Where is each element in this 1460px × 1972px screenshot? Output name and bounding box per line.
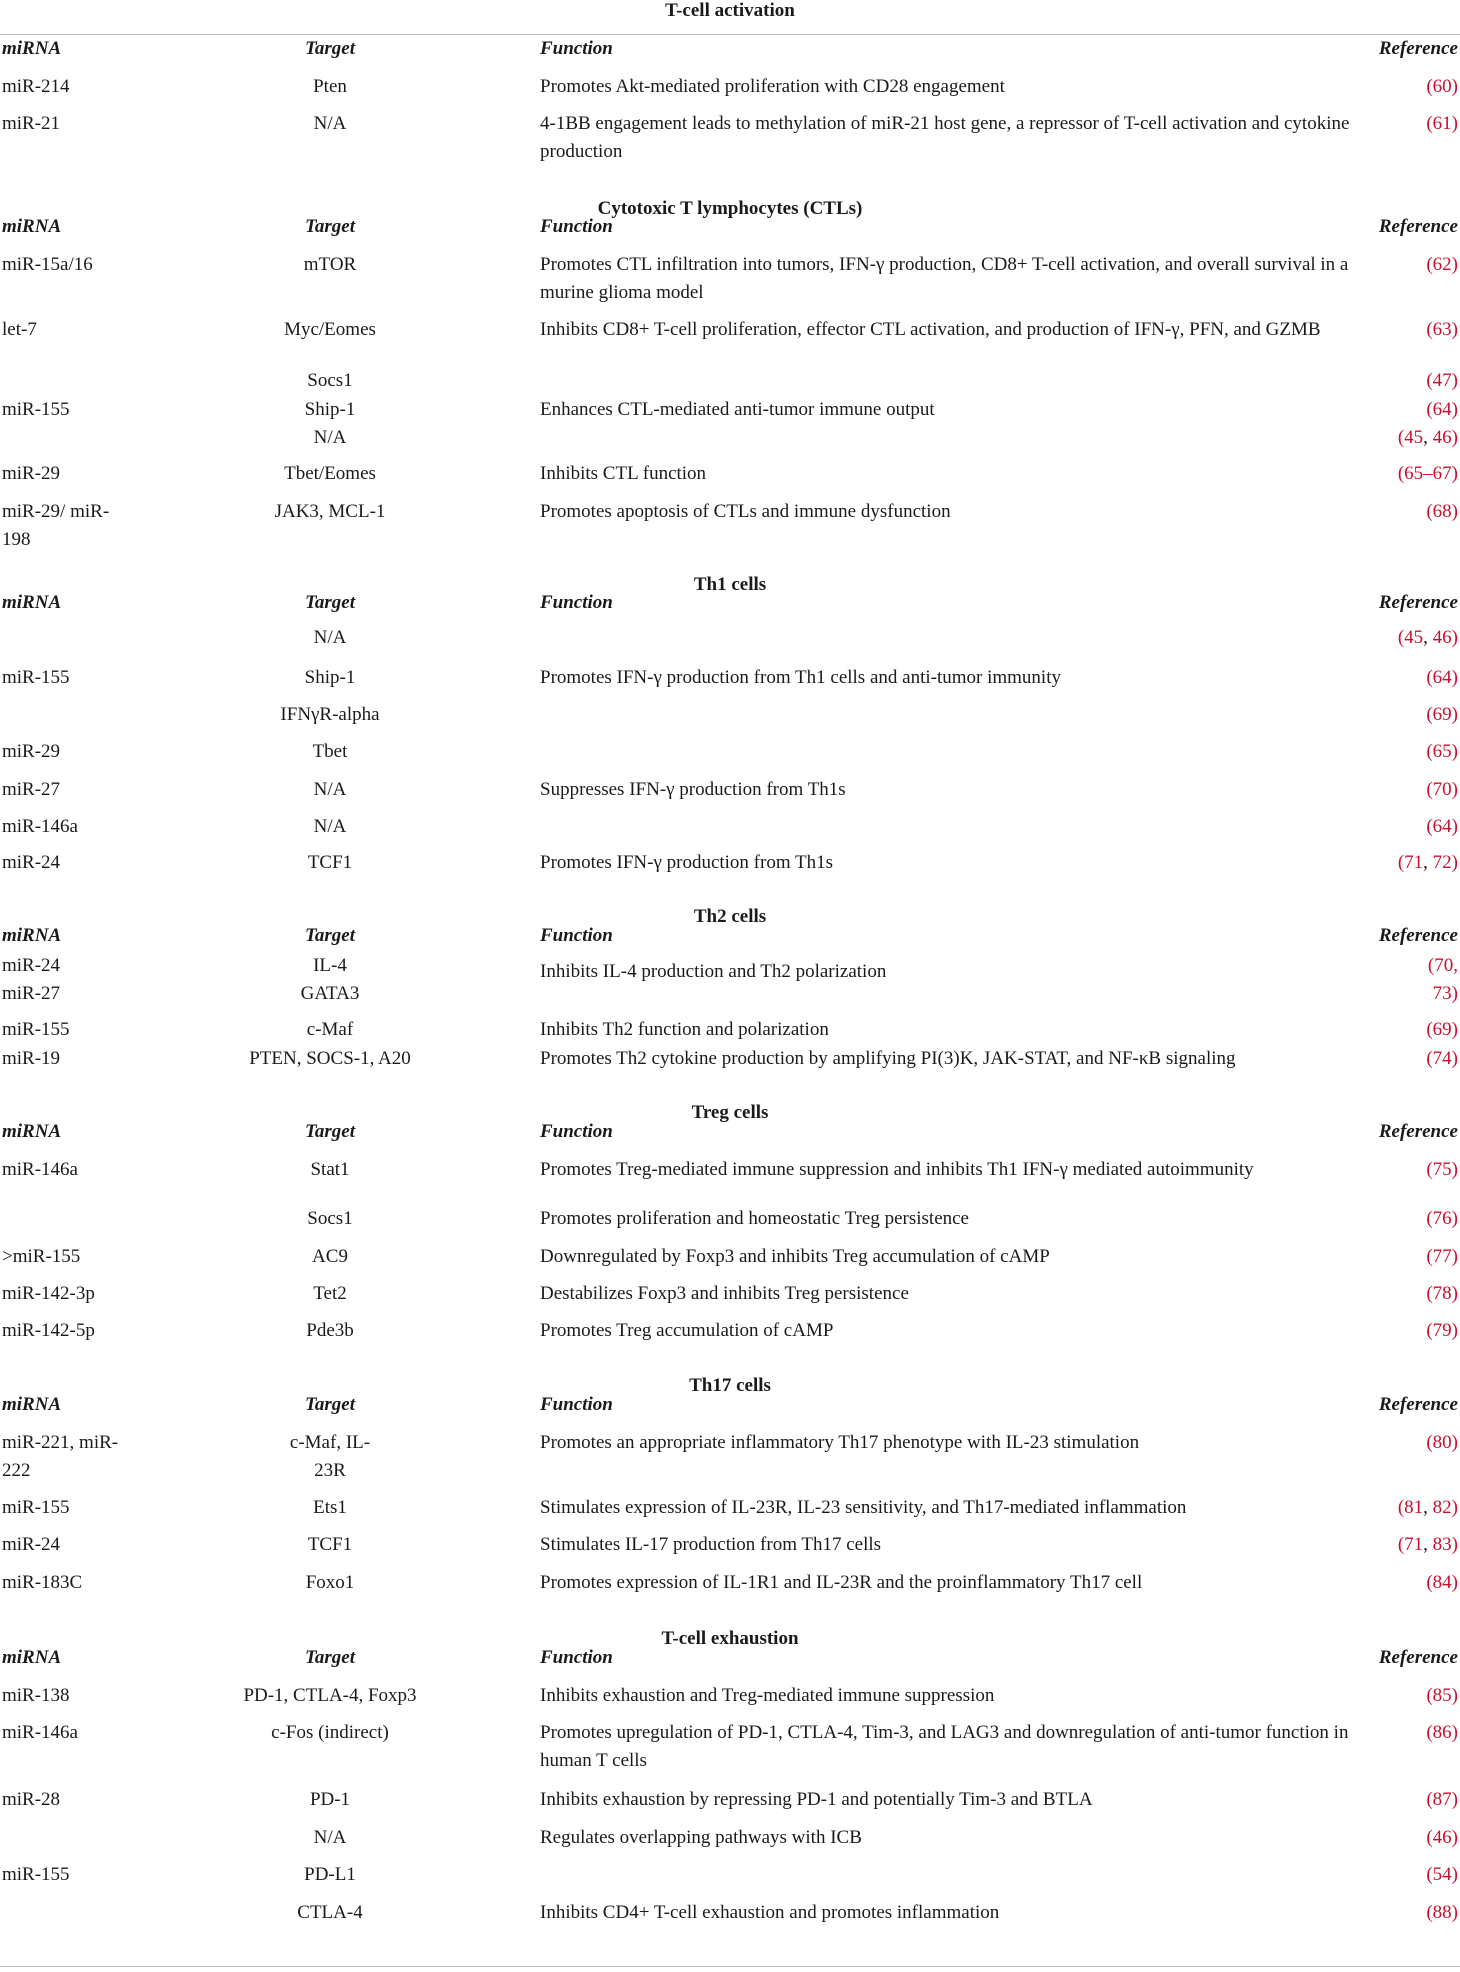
reference-cell [1338, 1786, 1458, 1814]
mirna-cell: miR-146a [2, 816, 78, 837]
reference-cell [1338, 1494, 1458, 1522]
target-cell: Ets1 [313, 1497, 347, 1518]
target-cell: Tbet [312, 741, 348, 762]
function-cell: Inhibits CD4+ T-cell exhaustion and promotes inflammation [540, 1902, 1000, 1923]
ref-paren: ) [1451, 741, 1458, 762]
mirna-cell: >miR-155 [2, 1246, 81, 1267]
header-function: Function [540, 38, 613, 59]
ref-paren: ( [1426, 1320, 1433, 1341]
function-cell: Promotes CTL infiltration into tumors, IFN-γ production, CD8+ T-cell activation, and overall survival in a murine glioma model [540, 254, 1349, 303]
reference-cell [1338, 498, 1458, 526]
ref-paren: ) [1451, 1208, 1458, 1229]
reference-link[interactable]: 83 [1432, 1534, 1452, 1555]
target-cell: Foxo1 [305, 1572, 355, 1593]
reference-cell [1338, 1719, 1458, 1747]
target-cell: Pten [313, 76, 347, 97]
ref-separator: , [1423, 1497, 1433, 1518]
ref-paren: ) [1451, 370, 1458, 391]
reference-cell [1338, 849, 1458, 877]
ref-paren: ( [1426, 704, 1433, 725]
mirna-cell: miR-21 [2, 113, 61, 134]
target-cell: N/A [313, 113, 347, 134]
mirna-cell: miR-29 [2, 463, 61, 484]
target-cell: mTOR [303, 254, 357, 275]
reference-link[interactable]: 77 [1432, 1246, 1452, 1267]
ref-paren: ) [1451, 1283, 1458, 1304]
target-cell: PD-L1 [304, 1864, 356, 1885]
header-function: Function [540, 216, 613, 237]
reference-cell [1338, 1045, 1458, 1073]
reference-cell [1338, 460, 1458, 488]
section-title: Th1 cells [693, 574, 767, 595]
reference-link[interactable]: 46 [1432, 627, 1452, 648]
ref-paren: ( [1426, 1432, 1433, 1453]
ref-paren: ) [1451, 501, 1458, 522]
target-cell: Socs1 [307, 1208, 353, 1229]
target-cell: N/A [313, 427, 347, 448]
top-rule [0, 34, 1460, 35]
ref-paren: ( [1427, 955, 1435, 976]
function-cell: Inhibits exhaustion by repressing PD-1 and potentially Tim-3 and BTLA [540, 1789, 1093, 1810]
reference-link[interactable]: 46 [1432, 427, 1452, 448]
reference-cell [1338, 776, 1458, 804]
function-cell: Promotes an appropriate inflammatory Th17 phenotype with IL-23 stimulation [540, 1432, 1140, 1453]
header-mirna: miRNA [2, 216, 62, 237]
ref-paren: ( [1397, 463, 1405, 484]
reference-link[interactable]: 76 [1432, 1208, 1452, 1229]
function-cell: Promotes upregulation of PD-1, CTLA-4, Tim-3, and LAG3 and downregulation of anti-tumor function in human T cells [540, 1722, 1349, 1771]
reference-cell [1338, 1317, 1458, 1345]
reference-cell [1338, 664, 1458, 692]
ref-separator: , [1423, 1534, 1433, 1555]
reference-link[interactable]: 81 [1404, 1497, 1424, 1518]
header-target: Target [305, 1394, 355, 1415]
ref-paren: ( [1426, 1685, 1433, 1706]
function-cell: Promotes Treg-mediated immune suppression and inhibits Th1 IFN-γ mediated autoimmunity [540, 1159, 1254, 1180]
ref-paren: ( [1426, 113, 1433, 134]
mirna-cell: miR-146a [2, 1722, 78, 1743]
header-mirna: miRNA [2, 38, 62, 59]
reference-link[interactable]: 47 [1432, 370, 1452, 391]
target-cell: Pde3b [306, 1320, 354, 1341]
function-cell: Stimulates expression of IL-23R, IL-23 sensitivity, and Th17-mediated inflammation [540, 1497, 1187, 1518]
target-cell: Stat1 [310, 1159, 350, 1180]
reference-cell [1338, 624, 1458, 652]
mirna-cell: miR-214 [2, 76, 70, 97]
reference-link[interactable]: 85 [1432, 1685, 1452, 1706]
reference-link[interactable]: 64 [1432, 816, 1452, 837]
reference-link[interactable]: 60 [1432, 76, 1452, 97]
ref-paren: ( [1426, 1827, 1433, 1848]
ref-paren: ( [1426, 741, 1433, 762]
reference-link[interactable]: 62 [1432, 254, 1452, 275]
ref-paren: ) [1451, 1789, 1458, 1810]
header-reference: Reference [1378, 38, 1458, 59]
reference-link[interactable]: 72 [1432, 852, 1452, 873]
target-cell: Myc/Eomes [284, 319, 376, 340]
target-cell: AC9 [312, 1246, 348, 1267]
reference-cell [1338, 952, 1458, 1008]
target-cell: N/A [313, 1827, 347, 1848]
reference-link[interactable]: 65 [1432, 741, 1452, 762]
target-cell: c-Maf, IL-23R [289, 1432, 371, 1481]
ref-paren: ( [1426, 370, 1433, 391]
target-cell: IFNγR-alpha [280, 704, 380, 725]
reference-link[interactable]: 69 [1432, 704, 1452, 725]
reference-link[interactable]: 64 [1432, 399, 1452, 420]
header-mirna: miRNA [2, 592, 62, 613]
ref-paren: ( [1426, 501, 1433, 522]
function-cell: Promotes Akt-mediated proliferation with CD28 engagement [540, 76, 1005, 97]
reference-link[interactable]: 45 [1404, 427, 1424, 448]
mirna-cell: miR-27 [2, 779, 61, 800]
header-function: Function [540, 925, 613, 946]
mirna-cell: miR-27 [2, 983, 61, 1004]
reference-cell [1338, 316, 1458, 344]
reference-cell [1338, 1531, 1458, 1559]
header-function: Function [540, 1394, 613, 1415]
ref-paren: ) [1451, 1864, 1458, 1885]
reference-link[interactable]: 88 [1432, 1902, 1452, 1923]
ref-paren: ( [1426, 399, 1433, 420]
header-target: Target [305, 216, 355, 237]
reference-link[interactable]: 70 [1432, 779, 1452, 800]
reference-line [1338, 980, 1458, 1008]
function-cell: Promotes expression of IL-1R1 and IL-23R and the proinflammatory Th17 cell [540, 1572, 1143, 1593]
ref-paren: ) [1451, 1534, 1458, 1555]
ref-paren: ) [1451, 1572, 1458, 1593]
mirna-cell: miR-29/ miR-198 [2, 501, 110, 550]
reference-cell [1338, 813, 1458, 841]
mirna-cell: miR-24 [2, 955, 61, 976]
target-cell: CTLA-4 [297, 1902, 363, 1923]
reference-cell [1338, 1016, 1458, 1044]
mirna-cell: miR-24 [2, 1534, 61, 1555]
reference-link[interactable]: 84 [1432, 1572, 1452, 1593]
target-cell: PD-1 [309, 1789, 351, 1810]
target-cell: PD-1, CTLA-4, Foxp3 [243, 1685, 417, 1706]
ref-paren: ) [1451, 76, 1458, 97]
reference-cell [1338, 396, 1458, 424]
reference-cell [1338, 1682, 1458, 1710]
ref-paren: ) [1451, 113, 1458, 134]
target-cell: Tet2 [313, 1283, 347, 1304]
ref-paren: ( [1426, 1902, 1433, 1923]
function-cell: Promotes IFN-γ production from Th1s [540, 852, 834, 873]
reference-link[interactable]: 78 [1432, 1283, 1452, 1304]
mirna-cell: miR-142-5p [2, 1320, 95, 1341]
mirna-cell: miR-146a [2, 1159, 78, 1180]
bottom-rule [0, 1966, 1460, 1967]
ref-paren: ) [1451, 1902, 1458, 1923]
ref-paren: ) [1451, 627, 1458, 648]
ref-paren: ( [1426, 1789, 1433, 1810]
header-reference: Reference [1378, 1121, 1458, 1142]
reference-link[interactable]: 87 [1432, 1789, 1452, 1810]
ref-paren: ) [1451, 1497, 1458, 1518]
section-title: Treg cells [691, 1102, 769, 1123]
reference-cell [1338, 738, 1458, 766]
ref-paren: ( [1426, 1208, 1433, 1229]
ref-paren: ( [1426, 779, 1433, 800]
reference-link[interactable]: 75 [1432, 1159, 1452, 1180]
reference-cell [1338, 1280, 1458, 1308]
function-cell: Stimulates IL-17 production from Th17 cells [540, 1534, 882, 1555]
function-cell: Regulates overlapping pathways with ICB [540, 1827, 862, 1848]
ref-paren: ( [1426, 254, 1433, 275]
ref-paren: ) [1451, 983, 1458, 1004]
target-cell: TCF1 [307, 852, 353, 873]
reference-cell [1338, 73, 1458, 101]
reference-link[interactable]: 61 [1432, 113, 1452, 134]
header-function: Function [540, 1121, 613, 1142]
function-cell: Enhances CTL-mediated anti-tumor immune output [540, 399, 935, 420]
reference-link[interactable]: 54 [1432, 1864, 1452, 1885]
ref-paren: ( [1426, 319, 1433, 340]
mirna-cell: let-7 [2, 319, 37, 340]
mirna-cell: miR-155 [2, 1019, 70, 1040]
section-title: Th17 cells [689, 1375, 771, 1396]
target-cell: IL-4 [313, 955, 347, 976]
header-reference: Reference [1378, 1647, 1458, 1668]
function-cell: Promotes IFN-γ production from Th1 cells and anti-tumor immunity [540, 667, 1061, 688]
target-cell: JAK3, MCL-1 [274, 501, 386, 522]
header-mirna: miRNA [2, 1647, 62, 1668]
target-cell: PTEN, SOCS-1, A20 [249, 1048, 411, 1069]
function-cell: Promotes apoptosis of CTLs and immune dysfunction [540, 501, 951, 522]
reference-link[interactable]: 71 [1404, 852, 1424, 873]
function-cell: Inhibits exhaustion and Treg-mediated immune suppression [540, 1685, 995, 1706]
ref-paren: ) [1451, 667, 1458, 688]
ref-paren: ( [1426, 1722, 1433, 1743]
ref-paren: ( [1426, 1019, 1433, 1040]
target-cell: GATA3 [300, 983, 360, 1004]
ref-paren: ( [1426, 667, 1433, 688]
reference-link[interactable]: 86 [1432, 1722, 1452, 1743]
target-cell: c-Fos (indirect) [271, 1722, 389, 1743]
header-reference: Reference [1378, 592, 1458, 613]
header-target: Target [305, 38, 355, 59]
reference-link[interactable]: 69 [1432, 1019, 1452, 1040]
ref-paren: ) [1451, 704, 1458, 725]
mirna-cell: miR-138 [2, 1685, 70, 1706]
mirna-cell: miR-155 [2, 1497, 70, 1518]
header-reference: Reference [1378, 1394, 1458, 1415]
function-cell: Promotes Th2 cytokine production by amplifying PI(3)K, JAK-STAT, and NF-κB signaling [540, 1048, 1236, 1069]
section-title: Th2 cells [693, 906, 767, 927]
reference-link[interactable]: 46 [1432, 1827, 1452, 1848]
reference-cell [1338, 367, 1458, 395]
section-title: T-cell exhaustion [661, 1628, 799, 1649]
ref-paren: ( [1426, 76, 1433, 97]
section-title: Cytotoxic T lymphocytes (CTLs) [597, 198, 863, 219]
mirna-cell: miR-155 [2, 667, 70, 688]
header-reference: Reference [1378, 925, 1458, 946]
ref-paren: ( [1426, 1283, 1433, 1304]
target-cell: N/A [313, 816, 347, 837]
ref-paren: ) [1451, 1827, 1458, 1848]
reference-cell [1338, 1824, 1458, 1852]
header-target: Target [305, 1121, 355, 1142]
mirna-cell: miR-155 [2, 1864, 70, 1885]
header-mirna: miRNA [2, 1121, 62, 1142]
ref-paren: ) [1451, 1048, 1458, 1069]
function-cell: Promotes proliferation and homeostatic Treg persistence [540, 1208, 969, 1229]
ref-paren: ( [1426, 1864, 1433, 1885]
ref-paren: ) [1451, 1246, 1458, 1267]
reference-link[interactable]: 45 [1404, 627, 1424, 648]
reference-cell [1338, 701, 1458, 729]
mirna-cell: miR-221, miR-222 [2, 1432, 119, 1481]
header-target: Target [305, 925, 355, 946]
ref-paren: ) [1451, 1159, 1458, 1180]
mirna-cell: miR-28 [2, 1789, 61, 1810]
reference-link[interactable]: 70, [1434, 955, 1458, 976]
reference-link[interactable]: 63 [1432, 319, 1452, 340]
function-cell: Downregulated by Foxp3 and inhibits Treg accumulation of cAMP [540, 1246, 1050, 1267]
ref-paren: ) [1451, 254, 1458, 275]
function-cell: Inhibits IL-4 production and Th2 polarization [540, 961, 887, 982]
mirna-cell: miR-183C [2, 1572, 83, 1593]
function-cell: Inhibits Th2 function and polarization [540, 1019, 829, 1040]
target-cell: Socs1 [307, 370, 353, 391]
ref-paren: ( [1426, 1246, 1433, 1267]
ref-paren: ( [1426, 1048, 1433, 1069]
reference-link[interactable]: 71 [1404, 1534, 1424, 1555]
ref-paren: ) [1451, 1722, 1458, 1743]
ref-paren: ( [1426, 816, 1433, 837]
function-cell: Destabilizes Foxp3 and inhibits Treg persistence [540, 1283, 909, 1304]
header-mirna: miRNA [2, 1394, 62, 1415]
reference-cell [1338, 1899, 1458, 1927]
function-cell: 4-1BB engagement leads to methylation of miR-21 host gene, a repressor of T-cell activation and cytokine production [540, 113, 1350, 162]
ref-paren: ( [1397, 627, 1405, 648]
reference-link[interactable]: 68 [1432, 501, 1452, 522]
mirna-cell: miR-155 [2, 399, 70, 420]
reference-cell [1338, 1243, 1458, 1271]
reference-link[interactable]: 73 [1432, 983, 1452, 1004]
target-cell: Ship-1 [304, 399, 356, 420]
ref-paren: ) [1451, 399, 1458, 420]
function-cell: Inhibits CTL function [540, 463, 707, 484]
reference-link[interactable]: 80 [1432, 1432, 1452, 1453]
header-mirna: miRNA [2, 925, 62, 946]
ref-paren: ( [1397, 1497, 1405, 1518]
ref-paren: ( [1426, 1572, 1433, 1593]
target-cell: TCF1 [307, 1534, 353, 1555]
ref-paren: ) [1451, 1432, 1458, 1453]
ref-paren: ) [1451, 816, 1458, 837]
reference-link[interactable]: 82 [1432, 1497, 1452, 1518]
ref-paren: ) [1451, 1685, 1458, 1706]
ref-paren: ) [1451, 1320, 1458, 1341]
reference-link[interactable]: 79 [1432, 1320, 1452, 1341]
target-cell: Tbet/Eomes [284, 463, 376, 484]
ref-paren: ) [1451, 1019, 1458, 1040]
ref-separator: , [1423, 852, 1433, 873]
header-function: Function [540, 592, 613, 613]
reference-cell [1338, 1156, 1458, 1184]
function-cell: Promotes Treg accumulation of cAMP [540, 1320, 834, 1341]
ref-paren: ( [1397, 427, 1405, 448]
ref-paren: ) [1451, 463, 1458, 484]
reference-cell [1338, 424, 1458, 452]
header-reference: Reference [1378, 216, 1458, 237]
ref-paren: ) [1451, 319, 1458, 340]
mirna-cell: miR-24 [2, 852, 61, 873]
target-cell: N/A [313, 627, 347, 648]
header-target: Target [305, 592, 355, 613]
function-cell: Suppresses IFN-γ production from Th1s [540, 779, 846, 800]
ref-paren: ( [1426, 1159, 1433, 1180]
reference-cell [1338, 1205, 1458, 1233]
target-cell: Ship-1 [304, 667, 356, 688]
mirna-cell: miR-19 [2, 1048, 61, 1069]
target-cell: N/A [313, 779, 347, 800]
function-cell: Inhibits CD8+ T-cell proliferation, effector CTL activation, and production of IFN-γ, PFN, and GZMB [540, 319, 1321, 340]
ref-paren: ) [1451, 852, 1458, 873]
reference-line [1338, 952, 1458, 980]
reference-link[interactable]: 65–67 [1404, 463, 1452, 484]
ref-separator: , [1423, 427, 1433, 448]
target-cell: c-Maf [306, 1019, 354, 1040]
ref-separator: , [1423, 627, 1433, 648]
ref-paren: ( [1397, 852, 1405, 873]
reference-cell [1338, 251, 1458, 279]
reference-link[interactable]: 74 [1432, 1048, 1452, 1069]
mirna-cell: miR-142-3p [2, 1283, 95, 1304]
reference-cell [1338, 1861, 1458, 1889]
ref-paren: ( [1397, 1534, 1405, 1555]
section-title: T-cell activation [665, 0, 795, 21]
header-target: Target [305, 1647, 355, 1668]
reference-link[interactable]: 64 [1432, 667, 1452, 688]
reference-cell [1338, 110, 1458, 138]
ref-paren: ) [1451, 427, 1458, 448]
mirna-cell: miR-15a/16 [2, 254, 93, 275]
ref-paren: ) [1451, 779, 1458, 800]
reference-cell [1338, 1569, 1458, 1597]
mirna-cell: miR-29 [2, 741, 61, 762]
header-function: Function [540, 1647, 613, 1668]
reference-cell [1338, 1429, 1458, 1457]
